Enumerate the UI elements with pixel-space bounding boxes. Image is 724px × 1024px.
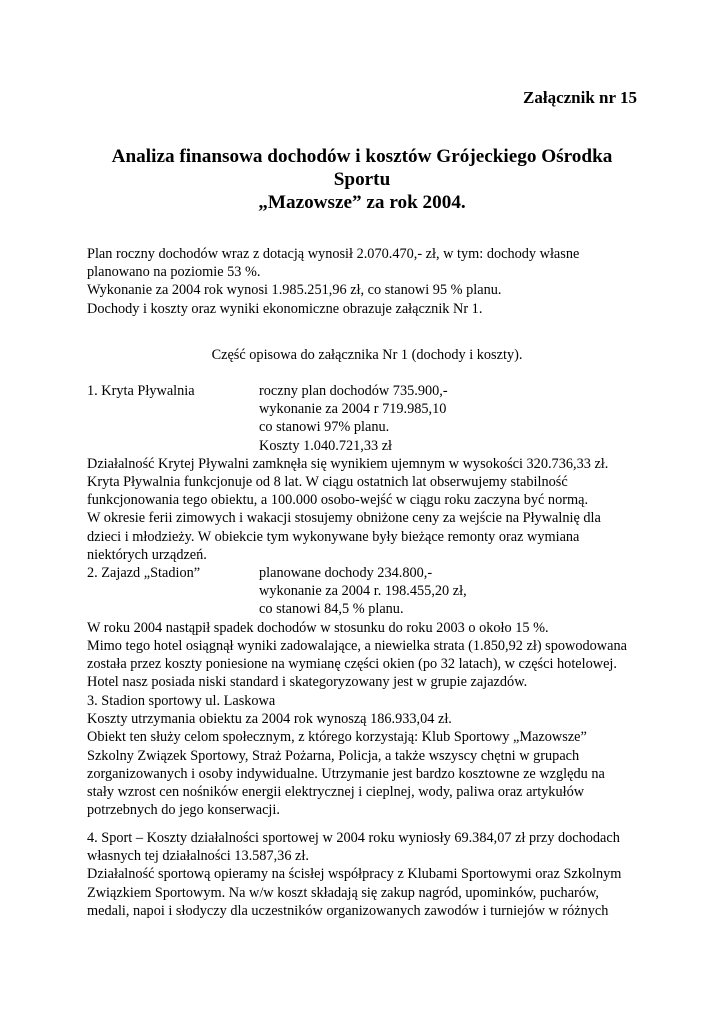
section-row	[87, 600, 647, 618]
section-row	[87, 582, 647, 600]
text-line: potrzebnych do jego konserwacji.	[87, 802, 280, 819]
text-line: Hotel nasz posiada niski standard i skategoryzowany jest w grupie zajazdów.	[87, 674, 528, 691]
section-stadion-sportowy	[87, 692, 647, 819]
figure-line: wykonanie za 2004 r. 198.455,20 zł,	[259, 583, 467, 600]
text-line: stały wzrost cen nośników energii elektrycznej i cieplnej, wody, paliwa oraz artykułów	[87, 783, 585, 800]
annex-label: Załącznik nr 15	[523, 88, 637, 107]
figure-line: Koszty 1.040.721,33 zł	[259, 437, 393, 454]
section-row	[87, 564, 647, 582]
text-line: Działalność sportową opieramy na ścisłej współpracy z Klubami Sportowymi oraz Szkolnym	[87, 866, 622, 883]
text-line: zorganizowanych i osoby indywidualne. Utrzymanie jest bardzo kosztowne ze względu na	[87, 765, 605, 782]
section-row	[87, 437, 647, 455]
text-line: funkcjonowania tego obiektu, a 100.000 osobo-wejść w ciągu roku zaczyna być normą.	[87, 492, 589, 509]
document-title	[70, 145, 654, 214]
text-line: Kryta Pływalnia funkcjonuje od 8 lat. W ciągu ostatnich lat obserwujemy stabilność	[87, 473, 568, 490]
text-line: W okresie ferii zimowych i wakacji stosujemy obniżone ceny za wejście na Pływalnię dla	[87, 510, 601, 527]
title-line: Sportu	[333, 169, 391, 190]
text-line: Wykonanie za 2004 rok wynosi 1.985.251,96 zł, co stanowi 95 % planu.	[87, 282, 502, 299]
title-line: „Mazowsze” za rok 2004.	[258, 192, 466, 213]
text-line: Szkolny Związek Sportowy, Straż Pożarna, Policja, a także wszyscy chętni w grupach	[87, 747, 580, 764]
section-label: 2. Zajazd „Stadion”	[87, 565, 201, 581]
text-line: została przez koszty poniesione na wymianę części okien (po 32 latach), w części hotelowej.	[87, 655, 617, 672]
descriptive-heading: Część opisowa do załącznika Nr 1 (dochody i koszty).	[211, 347, 523, 363]
text-line: 4. Sport – Koszty działalności sportowej w 2004 roku wyniosły 69.384,07 zł przy dochodach	[87, 830, 620, 846]
text-line: 3. Stadion sportowy ul. Laskowa	[87, 693, 276, 709]
text-line: Koszty utrzymania obiektu za 2004 rok wynoszą 186.933,04 zł.	[87, 711, 452, 728]
text-line: dzieci i młodzieży. W obiekcie tym wykonywane były bieżące remonty oraz wymiana	[87, 528, 580, 545]
intro-paragraph	[87, 245, 647, 318]
text-line: Działalność Krytej Pływalni zamknęła się wynikiem ujemnym w wysokości 320.736,33 zł.	[87, 455, 609, 472]
section-row	[87, 382, 647, 400]
section-label: 1. Kryta Pływalnia	[87, 383, 195, 399]
text-line: Dochody i koszty oraz wyniki ekonomiczne obrazuje załącznik Nr 1.	[87, 300, 483, 317]
figure-line: co stanowi 84,5 % planu.	[259, 601, 404, 618]
section-kryta-plywalnia	[87, 382, 647, 564]
text-line: planowano na poziomie 53 %.	[87, 264, 261, 281]
figure-line: planowane dochody 234.800,-	[259, 565, 433, 581]
text-line: Plan roczny dochodów wraz z dotacją wynosił 2.070.470,- zł, w tym: dochody własne	[87, 246, 580, 262]
section-row	[87, 418, 647, 436]
text-line: Związkiem Sportowym. Na w/w koszt składają się zakup nagród, upominków, pucharów,	[87, 884, 599, 901]
text-line: medali, napoi i słodyczy dla uczestników organizowanych zawodów i turniejów w różnych	[87, 902, 609, 919]
text-line: Obiekt ten służy celom społecznym, z którego korzystają: Klub Sportowy „Mazowsze”	[87, 729, 587, 746]
text-line: niektórych urządzeń.	[87, 546, 207, 563]
section-sport	[87, 829, 647, 920]
text-line: W roku 2004 nastąpił spadek dochodów w stosunku do roku 2003 o około 15 %.	[87, 619, 549, 636]
text-line: Mimo tego hotel osiągnął wyniki zadowalające, a niewielka strata (1.850,92 zł) spowodowana	[87, 637, 627, 654]
title-line: Analiza finansowa dochodów i kosztów Grójeckiego Ośrodka	[111, 146, 613, 167]
figure-line: wykonanie za 2004 r 719.985,10	[259, 401, 447, 418]
figure-line: co stanowi 97% planu.	[259, 419, 390, 436]
figure-line: roczny plan dochodów 735.900,-	[259, 383, 448, 399]
section-row	[87, 400, 647, 418]
text-line: własnych tej działalności 13.587,36 zł.	[87, 848, 309, 865]
section-zajazd-stadion	[87, 564, 647, 691]
